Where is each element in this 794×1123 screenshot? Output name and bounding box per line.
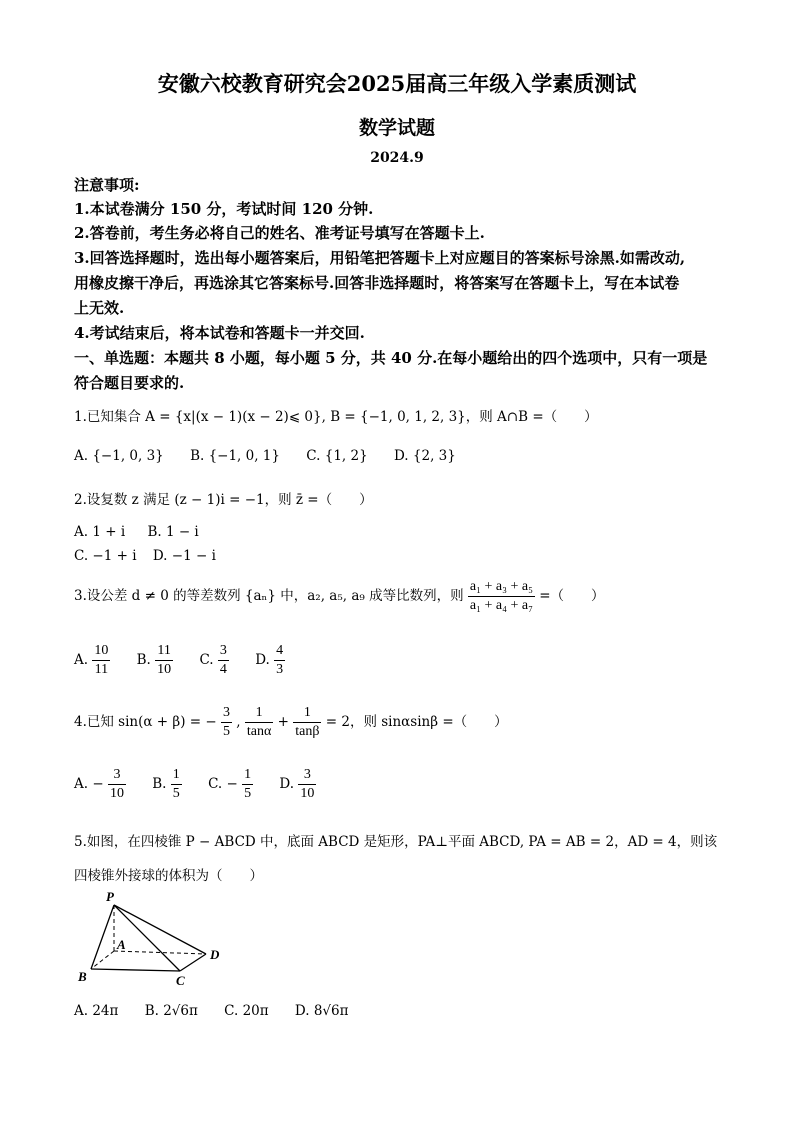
- option-d-numerator: 3: [298, 766, 316, 785]
- fraction-1-denominator: 5: [222, 724, 230, 739]
- edge-bc: [91, 969, 180, 971]
- note-2: 2.答卷前，考生务必将自己的姓名、准考证号填写在答题卡上.: [74, 224, 485, 242]
- vertex-p-label: P: [106, 889, 114, 904]
- option-c-label: C. −: [208, 776, 238, 792]
- fraction-1-numerator: 3: [221, 704, 232, 723]
- option-b: B. {−1, 0, 1}: [190, 448, 280, 464]
- question-5-options: [74, 1003, 371, 1019]
- option-d: D. −1 − i: [152, 548, 216, 564]
- option-a: A. 24π: [74, 1003, 119, 1019]
- option-a-fraction: [108, 766, 126, 803]
- question-5-line1: 5.如图，在四棱锥 P − ABCD 中，底面 ABCD 是矩形，PA⊥平面 ABCD, PA = AB = 2，AD = 4，则该: [74, 834, 718, 850]
- option-c-fraction: [218, 642, 229, 679]
- option-c: C. {1, 2}: [306, 448, 368, 464]
- question-1-stem: 1.已知集合 A = {x|(x − 1)(x − 2)⩽ 0}, B = {−1, 0, 1, 2, 3}，则 A∩B =（ ）: [74, 409, 598, 425]
- option-d-fraction: [298, 766, 316, 803]
- option-c-numerator: 3: [218, 642, 229, 661]
- notes-heading: 注意事项:: [74, 176, 140, 194]
- question-4-fraction-2: [245, 704, 273, 741]
- question-4-tail: = 2，则 sinαsinβ =（ ）: [325, 714, 508, 730]
- edge-pd: [114, 905, 206, 954]
- fraction-2-numerator: 1: [245, 704, 273, 723]
- vertex-d-label: D: [210, 947, 220, 962]
- question-4-sep: ,: [236, 714, 241, 730]
- option-c-denominator: 4: [219, 662, 227, 677]
- question-5-line2: 四棱锥外接球的体积为（ ）: [74, 868, 263, 884]
- option-b-numerator: 11: [155, 642, 173, 661]
- option-c-numerator: 1: [242, 766, 253, 785]
- exam-date: 2024.9: [370, 150, 424, 166]
- option-c-label: C.: [199, 652, 214, 668]
- option-b-denominator: 10: [157, 662, 172, 677]
- question-4-fraction-1: [221, 704, 232, 741]
- fraction-3-numerator: 1: [293, 704, 321, 723]
- option-d: D. 8√6π: [294, 1003, 349, 1019]
- option-b-fraction: [155, 642, 173, 679]
- question-1-options: [74, 448, 478, 464]
- question-4-stem: [74, 704, 508, 741]
- option-a: A. {−1, 0, 3}: [74, 448, 164, 464]
- note-3-line3: 上无效.: [74, 299, 125, 317]
- vertex-a-label: A: [117, 937, 126, 952]
- question-2-stem: 2.设复数 z 满足 (z − 1)i = −1，则 z̄ =（ ）: [74, 492, 373, 508]
- fraction-denominator: a₁ + a₄ + a₇: [469, 598, 533, 613]
- exam-title: 安徽六校教育研究会2025届高三年级入学素质测试: [157, 71, 637, 96]
- question-4-plus: +: [277, 714, 289, 730]
- vertex-c-label: C: [176, 973, 185, 988]
- option-d-fraction: [274, 642, 285, 679]
- option-d-label: D.: [279, 776, 295, 792]
- option-a: A. 1 + i: [74, 524, 126, 540]
- option-a-numerator: 10: [92, 642, 110, 661]
- option-d-denominator: 3: [276, 662, 284, 677]
- edge-cd: [180, 954, 206, 971]
- section-heading-line1: 一、单选题：本题共 8 小题，每小题 5 分，共 40 分.在每小题给出的四个选项中，只有一项是: [74, 349, 708, 367]
- question-3-fraction: [468, 578, 535, 615]
- question-4-text: 4.已知 sin(α + β) = −: [74, 714, 217, 730]
- option-a-label: A.: [74, 652, 89, 668]
- note-4: 4.考试结束后，将本试卷和答题卡一并交回.: [74, 324, 365, 342]
- option-c-fraction: [242, 766, 253, 803]
- vertex-b-label: B: [78, 969, 87, 984]
- question-4-fraction-3: [293, 704, 321, 741]
- option-b-denominator: 5: [172, 786, 180, 801]
- option-d-denominator: 10: [300, 786, 315, 801]
- option-b-label: B.: [136, 652, 151, 668]
- option-b: B. 2√6π: [144, 1003, 198, 1019]
- option-c: C. 20π: [224, 1003, 269, 1019]
- option-a-fraction: [92, 642, 110, 679]
- fraction-3-denominator: tanβ: [295, 724, 320, 739]
- question-3-tail: =（ ）: [539, 588, 605, 604]
- option-a-denominator: 10: [109, 786, 124, 801]
- option-b-fraction: [171, 766, 182, 803]
- question-4-options: [74, 766, 316, 803]
- option-c: C. −1 + i: [74, 548, 137, 564]
- option-c-denominator: 5: [244, 786, 252, 801]
- option-a-numerator: 3: [108, 766, 126, 785]
- question-3-text: 3.设公差 d ≠ 0 的等差数列 {aₙ} 中，a₂, a₅, a₉ 成等比数列，则: [74, 588, 464, 604]
- question-2-options-row2: [74, 548, 216, 564]
- fraction-numerator: a₁ + a₃ + a₅: [468, 578, 535, 597]
- section-heading-line2: 符合题目要求的.: [74, 374, 185, 392]
- option-a-denominator: 11: [94, 662, 109, 677]
- option-d: D. {2, 3}: [393, 448, 456, 464]
- pyramid-figure: [70, 885, 240, 990]
- fraction-2-denominator: tanα: [246, 724, 272, 739]
- option-b-label: B.: [152, 776, 167, 792]
- option-b: B. 1 − i: [147, 524, 199, 540]
- option-d-label: D.: [255, 652, 270, 668]
- subject-title: 数学试题: [358, 117, 435, 139]
- note-3-line2: 用橡皮擦干净后，再选涂其它答案标号.回答非选择题时，将答案写在答题卡上，写在本试卷: [74, 274, 680, 292]
- option-a-label: A. −: [74, 776, 104, 792]
- option-b-numerator: 1: [171, 766, 182, 785]
- note-3-line1: 3.回答选择题时，选出每小题答案后，用铅笔把答题卡上对应题目的答案标号涂黑.如需改动,: [74, 249, 686, 267]
- question-3-stem: [74, 578, 605, 615]
- question-3-options: [74, 642, 285, 679]
- note-1: 1.本试卷满分 150 分，考试时间 120 分钟.: [74, 200, 374, 218]
- option-d-numerator: 4: [274, 642, 285, 661]
- question-2-options-row1: [74, 524, 199, 540]
